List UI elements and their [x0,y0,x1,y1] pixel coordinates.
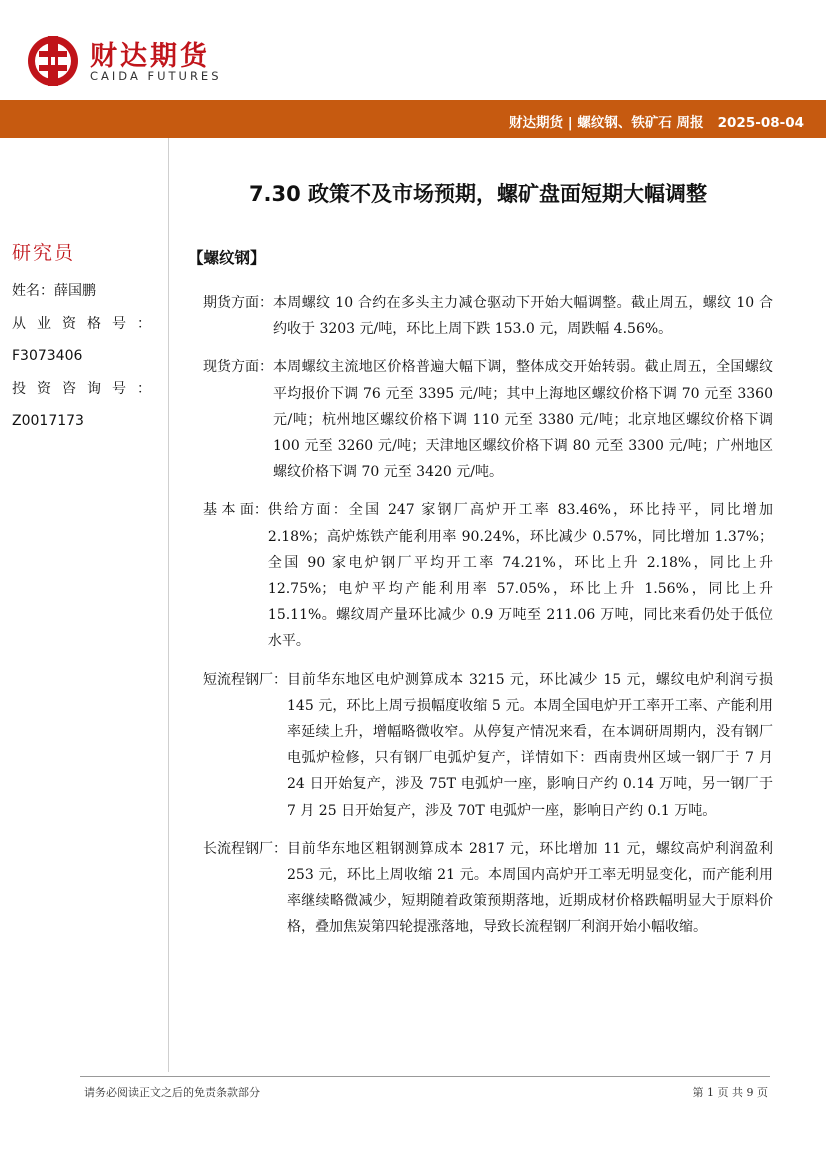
paragraph-text: 本周螺纹主流地区价格普遍大幅下调，整体成交开始转弱。截止周五，全国螺纹平均报价下调 76 元至 3395 元/吨；其中上海地区螺纹价格下调 70 元至 3360 元/吨；杭州地区螺纹价格下调 110 元至 3380 元/吨；北京地区螺纹价格下调 100 元至 3260 元/吨；天津地区螺纹价格下调 80 元至 3300 元/吨；广州地区螺纹价格下调 70 元至 3420 元/吨。 [273,359,773,481]
paragraph-label: 短流程钢厂： [203,671,287,688]
brand-name-cn: 财达期货 [90,41,210,72]
advisory-value: Z0017173 [12,413,84,429]
paragraph-text: 目前华东地区粗钢测算成本 2817 元，环比增加 11 元，螺纹高炉利润盈利 253 元，环比上周收缩 21 元。本周国内高炉开工率无明显变化，而产能利用率继续略微减少，短期随着政策预期落地，近期成材价格跌幅明显大于原料价格，叠加焦炭第四轮提涨落地，导致长流程钢厂利润开始小幅收缩。 [287,840,773,936]
license-value: F3073406 [12,348,83,364]
license-label: 从业资格号： [12,315,162,332]
report-title: 7.30 政策不及市场预期，螺矿盘面短期大幅调整 [248,182,708,206]
footer-page-number: 第 1 页 共 9 页 [692,1086,768,1099]
footer-disclaimer: 请务必阅读正文之后的免责条款部分 [84,1086,260,1099]
paragraph-short-process [203,667,773,824]
paragraph-label: 基 本 面： [203,502,268,519]
header-banner [0,100,826,138]
footer-divider [80,1076,770,1077]
paragraph-label: 现货方面： [203,359,273,376]
paragraph-label: 长流程钢厂： [203,840,287,857]
section-heading-rebar: 【螺纹钢】 [188,248,266,267]
researcher-heading: 研究员 [12,242,76,264]
paragraph-spot [203,354,773,485]
paragraph-text: 本周螺纹 10 合约在多头主力减仓驱动下开始大幅调整。截止周五，螺纹 10 合约收于 3203 元/吨，环比上周下跌 153.0 元，周跌幅 4.56%。 [273,295,773,338]
column-divider [168,138,169,1072]
paragraph-text: 目前华东地区电炉测算成本 3215 元，环比减少 15 元，螺纹电炉利润亏损 145 元，环比上周亏损幅度收缩 5 元。本周全国电炉开工率开工率、产能利用率延续上升，增幅略微收窄。从停复产情况来看，在本调研周期内，没有钢厂电弧炉检修，只有钢厂电弧炉复产，详情如下：西南贵州区域一钢厂于 7 月 24 日开始复产，涉及 75T 电弧炉一座，影响日产约 0.14 万吨，另一钢厂于 7 月 25 日开始复产，涉及 70T 电弧炉一座，影响日产约 0.1 万吨。 [287,671,773,819]
paragraph-futures [203,290,773,342]
paragraph-text: 供给方面：全国 247 家钢厂高炉开工率 83.46%，环比持平，同比增加 2.18%；高炉炼铁产能利用率 90.24%，环比减少 0.57%，同比增加 1.37%；全国 90 家电炉钢厂平均开工率 74.21%，环比上升 2.18%，同比上升 12.75%；电炉平均产能利用率 57.05%，环比上升 1.56%，同比上升 15.11%。螺纹周产量环比减少 0.9 万吨至 211.06 万吨，同比来看仍处于低位水平。 [267,502,773,650]
report-body [203,290,773,953]
brand-name-en: CAIDA FUTURES [90,69,222,83]
paragraph-fundamentals [203,497,773,654]
paragraph-label: 期货方面： [203,295,273,311]
paragraph-long-process [203,836,773,941]
researcher-name: 姓名：薛国鹏 [12,283,96,299]
banner-text: 财达期货 | 螺纹钢、铁矿石 周报 2025-08-04 [509,115,804,131]
caida-logo-icon [26,34,80,88]
advisory-label: 投资咨询号： [12,380,162,397]
researcher-sidebar [12,238,162,444]
